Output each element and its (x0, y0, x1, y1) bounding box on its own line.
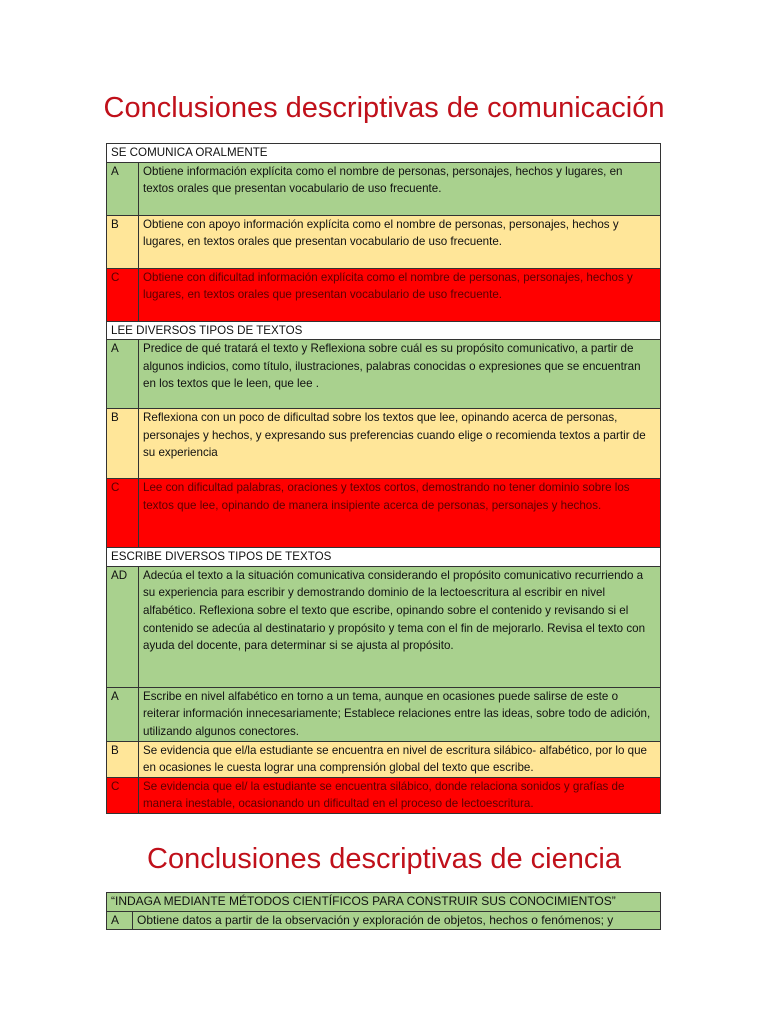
rubric-row (107, 741, 661, 777)
level-cell: AD (107, 566, 139, 687)
level-cell: B (107, 215, 139, 268)
group-header-oral: SE COMUNICA ORALMENTE (107, 144, 661, 163)
level-cell: C (107, 479, 139, 548)
group-header-row (107, 321, 661, 340)
level-cell: A (107, 687, 139, 741)
description-cell: Obtiene datos a partir de la observación y exploración de objetos, hechos o fenómenos; y (133, 911, 661, 930)
description-cell: Obtiene con dificultad información explícita como el nombre de personas, personajes, hechos y lugares, en textos orales que presentan vocabulario de uso frecuente. (139, 268, 661, 321)
science-rubric-table (106, 892, 661, 930)
level-cell: B (107, 409, 139, 479)
rubric-row (107, 566, 661, 687)
rubric-row (107, 911, 661, 930)
description-cell: Predice de qué tratará el texto y Reflexiona sobre cuál es su propósito comunicativo, a partir de algunos indicios, como título, ilustraciones, palabras conocidas o expresiones que se encuentran en los textos que le leen, que lee . (139, 340, 661, 409)
communication-title: Conclusiones descriptivas de comunicación (103, 92, 665, 124)
level-cell: A (107, 911, 133, 930)
level-cell: C (107, 777, 139, 813)
description-cell: Se evidencia que el/la estudiante se encuentra en nivel de escritura silábico- alfabético, por lo que en ocasiones le cuesta lograr una comprensión global del texto que escribe. (139, 741, 661, 777)
group-header-row (107, 893, 661, 912)
science-title: Conclusiones descriptivas de ciencia (147, 843, 621, 875)
rubric-row (107, 162, 661, 215)
group-header-row (107, 548, 661, 567)
rubric-row (107, 777, 661, 813)
description-cell: Lee con dificultad palabras, oraciones y textos cortos, demostrando no tener dominio sobre los textos que lee, opinando de manera insipiente acerca de personas, personajes y hechos. (139, 479, 661, 548)
group-header-reading: LEE DIVERSOS TIPOS DE TEXTOS (107, 321, 661, 340)
description-cell: Reflexiona con un poco de dificultad sobre los textos que lee, opinando acerca de personas, personajes y hechos, y expresando sus preferencias cuando elige o recomienda textos a partir de su experiencia (139, 409, 661, 479)
rubric-row (107, 409, 661, 479)
level-cell: A (107, 162, 139, 215)
group-header-science: “INDAGA MEDIANTE MÉTODOS CIENTÍFICOS PARA CONSTRUIR SUS CONOCIMIENTOS” (107, 893, 661, 912)
rubric-row (107, 479, 661, 548)
communication-rubric-table (106, 143, 661, 814)
rubric-row (107, 340, 661, 409)
level-cell: B (107, 741, 139, 777)
rubric-row (107, 268, 661, 321)
group-header-writing: ESCRIBE DIVERSOS TIPOS DE TEXTOS (107, 548, 661, 567)
description-cell: Obtiene con apoyo información explícita como el nombre de personas, personajes, hechos y lugares, en textos orales que presentan vocabulario de uso frecuente. (139, 215, 661, 268)
rubric-row (107, 687, 661, 741)
description-cell: Adecúa el texto a la situación comunicativa considerando el propósito comunicativo recurriendo a su experiencia para escribir y demostrando dominio de la lectoescritura al escribir en nivel alfabético. Reflexiona sobre el texto que escribe, opinando sobre el contenido y revisando si el contenido se adecúa al destinatario y propósito y tema con el fin de mejorarlo. Revisa el texto con ayuda del docente, para determinar si se ajusta al propósito. (139, 566, 661, 687)
group-header-row (107, 144, 661, 163)
rubric-row (107, 215, 661, 268)
description-cell: Escribe en nivel alfabético en torno a un tema, aunque en ocasiones puede salirse de este o reiterar información innecesariamente; Establece relaciones entre las ideas, sobre todo de adición, utilizando algunos conectores. (139, 687, 661, 741)
level-cell: A (107, 340, 139, 409)
level-cell: C (107, 268, 139, 321)
description-cell: Obtiene información explícita como el nombre de personas, personajes, hechos y lugares, en textos orales que presentan vocabulario de uso frecuente. (139, 162, 661, 215)
description-cell: Se evidencia que el/ la estudiante se encuentra silábico, donde relaciona sonidos y grafías de manera inestable, ocasionando un dificultad en el proceso de lectoescritura. (139, 777, 661, 813)
